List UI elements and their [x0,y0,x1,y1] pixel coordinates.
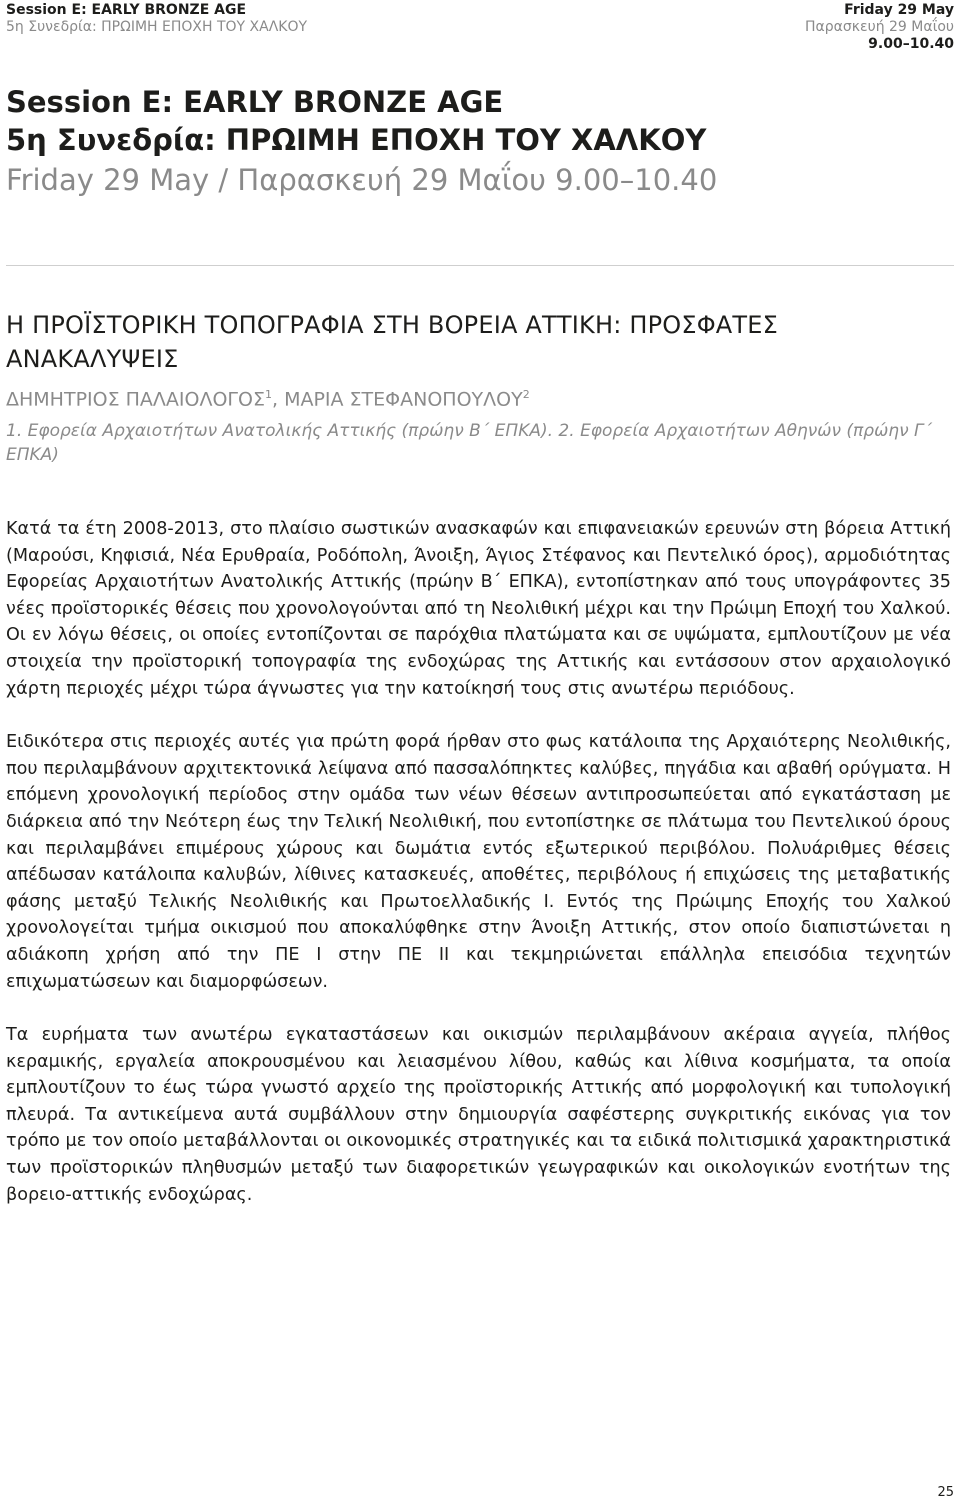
affiliation-2: Εφορεία Αρχαιοτήτων Αθηνών (πρώην Γ΄ ΕΠΚΑ) [6,421,932,466]
session-heading [6,83,954,266]
session-title-gr: 5η Συνεδρία: ΠΡΩΙΜΗ ΕΠΟΧΗ ΤΟΥ ΧΑΛΚΟΥ [6,123,707,157]
paper-affiliations [6,419,951,467]
running-header-day-gr: Παρασκευή 29 Μαΐου [805,19,954,35]
running-header-time: 9.00–10.40 [868,36,954,52]
running-header-session-en: Session E: EARLY BRONZE AGE [6,2,247,18]
author-1-affiliation-mark: 1 [264,388,272,401]
running-header-day-en: Friday 29 May [844,2,954,18]
running-header-right [805,2,954,53]
paper-title: Η ΠΡΟΪΣΤΟΡΙΚΗ ΤΟΠΟΓΡΑΦΙΑ ΣΤΗ ΒΟΡΕΙΑ ΑΤΤΙΚΗ: ΠΡΟΣΦΑΤΕΣ ΑΝΑΚΑΛΥΨΕΙΣ [6,311,779,373]
affiliation-2-number: 2. [558,421,575,442]
abstract-paragraph-3: Τα ευρήματα των ανωτέρω εγκαταστάσεων και οικισμών περιλαμβάνουν ακέραια αγγεία, πλήθος κεραμικής, εργαλεία αποκρουσμένου και λειασμένου λίθου, καθώς και λίθινα κοσμήματα, τα οποία εμπλουτίζουν το έως τώρα γνωστό αρχείο της προϊστορικής Αττικής από μορφολογική και τυπολογική πλευρά. Τα αντικείμενα αυτά συμβάλλουν στην δημιουργία σαφέστερης συγκριτικής εικόνας για τον τρόπο με τον οποίο μεταβάλλονται οι οικονομικές στρατηγικές και τα ειδικά πολιτισμικά χαρακτηριστικά των προϊστορικών πληθυσμών μεταξύ των διαφορετικών γεωγραφικών και οικολογικών ενοτήτων της βορειο-αττικής ενδοχώρας. [6,1025,951,1205]
running-header-left [6,2,307,36]
session-date: Friday 29 May / Παρασκευή 29 Μαΐου 9.00–10.40 [6,163,718,197]
affiliation-1: Εφορεία Αρχαιοτήτων Ανατολικής Αττικής (πρώην Β΄ ΕΠΚΑ). [27,421,554,442]
paper-authors: ΔΗΜΗΤΡΙΟΣ ΠΑΛΑΙΟΛΟΓΟΣ$^1$, ΜΑΡΙΑ ΣΤΕΦΑΝΟΠΟΥΛΟΥ$^2$ [6,388,530,411]
abstract-paragraph-1: Κατά τα έτη 2008-2013, στο πλαίσιο σωστικών ανασκαφών και επιφανειακών ερευνών στη βόρεια Αττική (Μαρούσι, Κηφισιά, Νέα Ερυθραία, Ροδόπολη, Άνοιξη, Άγιος Στέφανος και Πεντελικό όρος), αρμοδιότητας Εφορείας Αρχαιοτήτων Ανατολικής Αττικής (πρώην Β΄ ΕΠΚΑ), εντοπίστηκαν από τους υπογράφοντες 35 νέες προϊστορικές θέσεις που χρονολογούνται από τη Νεολιθική μέχρι και την Πρώιμη Εποχή του Χαλκού. Οι εν λόγω θέσεις, οι οποίες εντοπίζονται σε παρόχθια πλατώματα και σε υψώματα, εμπλουτίζουν με νέα στοιχεία την προϊστορική τοπογραφία της ενδοχώρας της Αττικής και εντάσσουν στον αρχαιολογικό χάρτη περιοχές μέχρι τώρα άγνωστες για την κατοίκησή τους στις ανωτέρω περιόδους. [6,519,951,699]
abstract-paragraph-2: Ειδικότερα στις περιοχές αυτές για πρώτη φορά ήρθαν στο φως κατάλοιπα της Αρχαιότερης Νεολιθικής, που περιλαμβάνουν αρχιτεκτονικά λείψανα από πασσαλόπηκτες καλύβες, πηγάδια και αβαθή ορύγματα. Η επόμενη χρονολογική περίοδος στην ομάδα των νέων θέσεων αντιπροσωπεύεται από εγκατάσταση με διάρκεια από την Νεότερη έως την Τελική Νεολιθική, που εντοπίστηκε σε πλάτωμα του Πεντελικού όρους και περιλαμβάνει επιμέρους χώρους και δωμάτια εντός εξωτερικού περιβόλου. Πολυάριθμες θέσεις απέδωσαν κατάλοιπα καλυβών, λίθινες κατασκευές, αποθέτες, περιβόλους ή επιχώσεις της μεταβατικής φάσης μεταξύ Τελικής Νεολιθικής και Πρωτοελλαδικής Ι. Εντός της Πρώιμης Εποχής του Χαλκού χρονολογείται τμήμα οικισμού που αποκαλύφθηκε στην Άνοιξη Αττικής, στον οποίο διαπιστώνεται η αδιάκοπη χρήση από την ΠΕ Ι στην ΠΕ ΙΙ και τεκμηριώνεται επάλληλα επεισόδια τεχνητών επιχωματώσεων και διαμορφώσεων. [6,732,951,992]
page-number: 25 [937,1485,954,1500]
abstract [6,516,951,1235]
author-2-affiliation-mark: 2 [522,388,530,401]
paper-heading [6,308,954,467]
running-header [6,2,954,54]
running-header-session-gr: 5η Συνεδρία: ΠΡΩΙΜΗ ΕΠΟΧΗ ΤΟΥ ΧΑΛΚΟΥ [6,19,308,35]
session-title-en: Session E: EARLY BRONZE AGE [6,85,504,119]
affiliation-1-number: 1. [6,421,23,442]
author-2: ΜΑΡΙΑ ΣΤΕΦΑΝΟΠΟΥΛΟΥ [284,388,523,411]
author-1: ΔΗΜΗΤΡΙΟΣ ΠΑΛΑΙΟΛΟΓΟΣ [6,388,265,411]
